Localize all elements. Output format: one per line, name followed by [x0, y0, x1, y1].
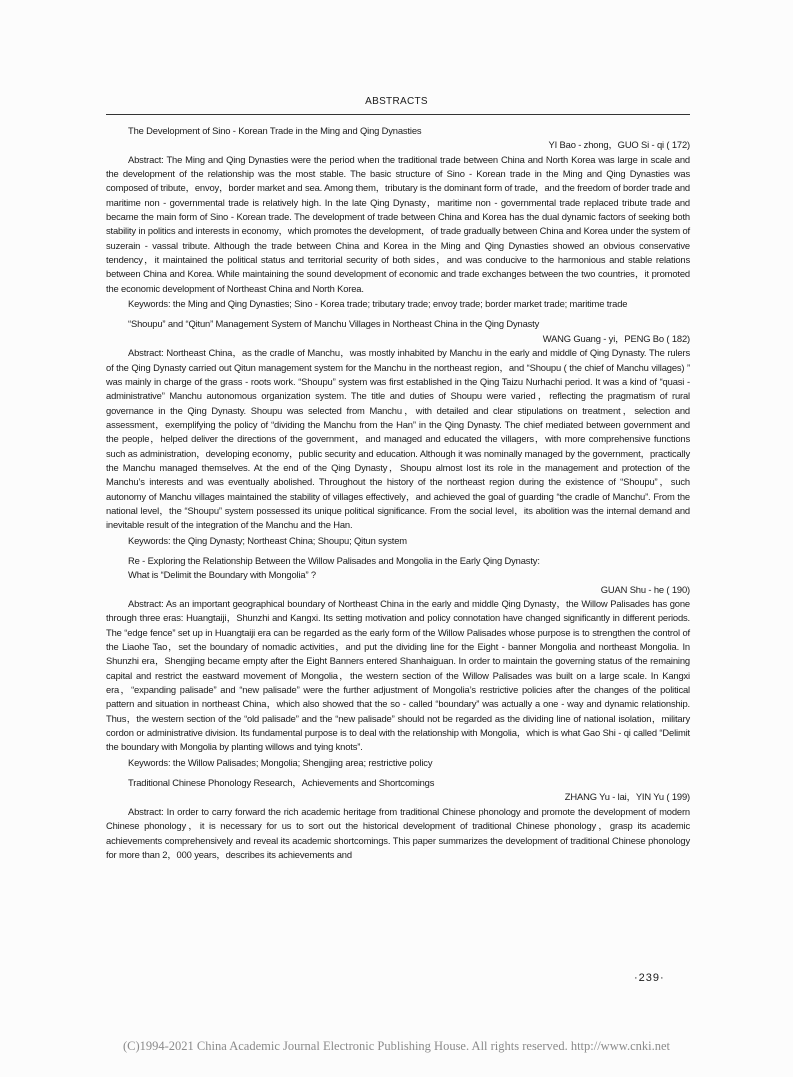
- article-authors: ZHANG Yu - lai，YIN Yu ( 199): [564, 791, 690, 803]
- copyright-footer: (C)1994-2021 China Academic Journal Electronic Publishing House. All rights reserved. http://www.cnki.net: [122, 1039, 670, 1053]
- article-authors: GUAN Shu - he ( 190): [600, 583, 690, 595]
- article-1: [106, 124, 690, 311]
- article-2: [106, 317, 690, 548]
- article-abstract: Abstract: In order to carry forward the rich academic heritage from traditional Chinese phonology and promote the development of modern Chinese phonology，it is necessary for us to sort out the historical development of traditional Chinese phonology，grasp its academic achievements comprehensively and reveal its academic shortcomings. This paper summarizes the development of traditional Chinese phonology for more than 2，000 years，describes its achievements and: [106, 805, 690, 860]
- running-title: ABSTRACTS: [365, 96, 428, 107]
- article-3: [106, 554, 690, 770]
- header-rule: [106, 114, 690, 115]
- article-authors: WANG Guang - yi，PENG Bo ( 182): [542, 332, 690, 344]
- article-title: [106, 317, 690, 331]
- article-title: [106, 554, 690, 583]
- article-title-line: The Development of Sino - Korean Trade in the Ming and Qing Dynasties: [128, 125, 422, 136]
- abstracts-content: [106, 124, 690, 868]
- article-title-line: Re - Exploring the Relationship Between the Willow Palisades and Mongolia in the Early Qing Dynasty:: [128, 554, 540, 566]
- article-authors: YI Bao - zhong，GUO Si - qi ( 172): [548, 139, 690, 151]
- article-title: [106, 776, 690, 790]
- article-keywords: Keywords: the Qing Dynasty; Northeast China; Shoupu; Qitun system: [128, 534, 407, 546]
- article-abstract: Abstract: The Ming and Qing Dynasties were the period when the traditional trade between China and North Korea was large in scale and the development of the relationship was the most stable. The basic structure of Sino - Korean trade in the Ming and Qing Dynasties was composed of tribute，envoy，border market and sea. Among them，tributary is the dominant form of trade，and the freedom of border trade and maritime non - governmental trade is relatively high. In the late Qing Dynasty，maritime non - governmental trade replaced tribute trade and became the main form of Sino - Korean trade. The development of trade between China and Korea has the dual dynamic factors of seeking both stability in politics and interests in economy，which promotes the development，of trade gradually between China and Korea under the system of suzerain - vassal tribute. Although the trade between China and Korea in the Ming and Qing Dynasties showed an obvious conservative tendency，it maintained the political status and territorial security of both sides，and was conducive to the harmonious and stable relations between China and Korea. While maintaining the sound development of economic and trade exchanges between the two countries，it promoted the economic development of Northeast China and North Korea.: [106, 153, 690, 294]
- article-title: [106, 124, 690, 138]
- article-keywords: Keywords: the Ming and Qing Dynasties; Sino - Korea trade; tributary trade; envoy trade; border market trade; maritime trade: [128, 298, 628, 310]
- page-number: ·239·: [634, 972, 665, 984]
- article-abstract: Abstract: As an important geographical boundary of Northeast China in the early and middle Qing Dynasty，the Willow Palisades has gone through three eras: Huangtaiji，Shunzhi and Kangxi. Its setting motivation and policy connotation have changed significantly in different periods. The “edge fence” set up in Huangtaiji era can be regarded as the early form of the Willow Palisades whose purpose is to strengthen the control of the Liaohe Tao，set the boundary of nomadic activities，and put the dividing line for the Eight - banner Mongolia and northeast Mongolia. In Shunzhi era，Shengjing became empty after the Eight Banners entered Shanhaiguan. In order to maintain the governing status of the remaining capital and restrict the eastward movement of Mongolia，the western section of the Willow Palisades was built on a large scale. In Kangxi era，“expanding palisade” and “new palisade” were the further adjustment of Mongolia’s restrictive policies after the changes of the political pattern and situation in northeast China，which also showed that the so - called “boundary” was actually a one - way and dynamic relationship. Thus，the western section of the “old palisade” and the “new palisade” should not be regarded as the dividing line of national isolation，military cordon or administrative division. Its fundamental purpose is to deal with the relationship with Mongolia，which is what Gao Shi - qi called “Delimit the boundary with Mongolia by planting willows and tying knots”.: [106, 598, 690, 753]
- article-keywords: Keywords: the Willow Palisades; Mongolia; Shengjing area; restrictive policy: [128, 756, 433, 768]
- article-title-line: What is “Delimit the Boundary with Mongolia” ?: [128, 569, 316, 581]
- article-abstract: Abstract: Northeast China，as the cradle of Manchu，was mostly inhabited by Manchu in the early and middle of Qing Dynasty. The rulers of the Qing Dynasty carried out Qitun management system for the Manchu in the northeast region，and “Shoupu ( the chief of Manchu villages) ” was mainly in charge of the grass - roots work. “Shoupu” system was first established in the Qing Taizu Nurhachi period. It was a kind of “quasi - administrative” Manchu autonomous organization system. The title and duties of Shoupu were varied，reflecting the pragmatism of rural governance in the Qing Dynasty. Shoupu was selected from Manchu，with detailed and clear stipulations on treatment，selection and assessment，exemplifying the policy of “dividing the Manchu from the Han” in the Qing Dynasty. The chief mediated between government and the people，helped deliver the directions of the government，and managed and educated the villagers，with more comprehensive functions such as administration，developing economy，public security and education. Although it was nominally managed by the government，practically the Manchu managed themselves. At the end of the Qing Dynasty，Shoupu almost lost its role in the management and protection of the Manchu’s interests and was eventually abolished. Throughout the history of the northeast region during the existence of “Shoupu”，such autonomy of Manchu villages maintained the stability of villages effectively，and achieved the goal of guarding “the cradle of Manchu”. From the national level，the “Shoupu” system possessed its unique political significance. From the social level，its abolition was the internal demand and inevitable result of the integration of the Manchu and the Han.: [106, 347, 690, 531]
- article-title-line: “Shoupu” and “Qitun” Management System of Manchu Villages in Northeast China in the Qing Dynasty: [128, 318, 540, 330]
- article-title-line: Traditional Chinese Phonology Research，Achievements and Shortcomings: [128, 777, 435, 789]
- article-4: [106, 776, 690, 862]
